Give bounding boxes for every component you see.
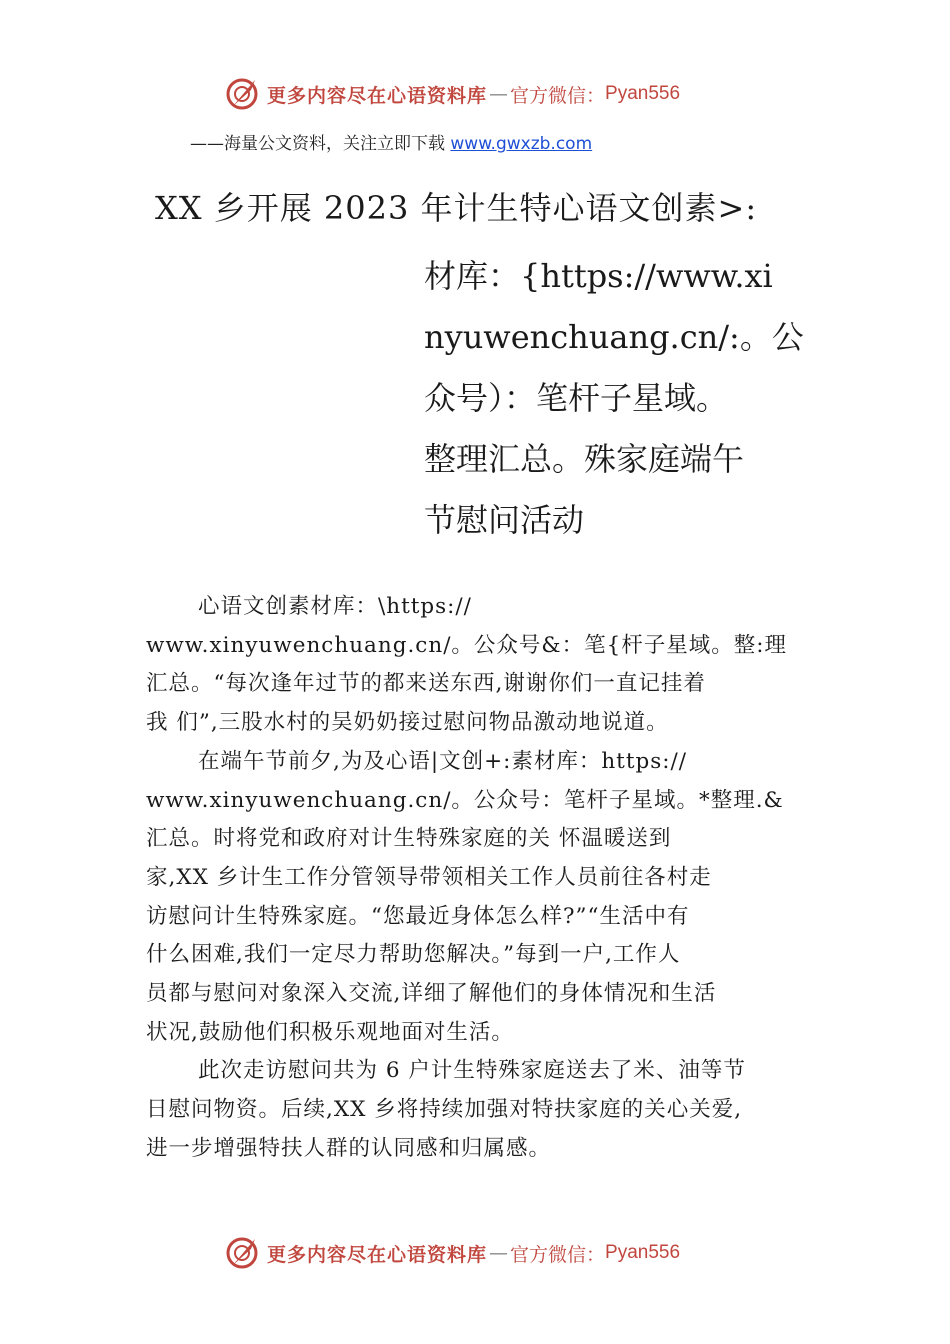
paragraph-line: 在端午节前夕,为及心语|文创+:素材库：https:// xyxy=(198,748,687,774)
title-line: 整理汇总。殊家庭端午 xyxy=(424,440,745,478)
banner-separator: — xyxy=(489,83,509,105)
paragraph-line: 家,XX 乡计生工作分管领导带领相关工作人员前往各村走 xyxy=(146,864,712,890)
banner-wechat-label: 官方微信： xyxy=(510,1243,606,1266)
quill-logo-icon xyxy=(225,76,261,112)
title-line: 材库：{https://www.xi xyxy=(424,257,773,295)
paragraph-line: 我 们”,三股水村的吴奶奶接过慰问物品激动地说道。 xyxy=(146,710,669,736)
header-subline xyxy=(190,129,592,154)
document-title: XX 乡开展 2023 年计生特心语文创素>: xyxy=(155,189,758,227)
subline-text: ——海量公文资料，关注立即下载 xyxy=(190,134,451,154)
banner-wechat-id: Pyan556 xyxy=(605,83,681,104)
title-line: 众号）：笔杆子星域。 xyxy=(424,379,729,417)
paragraph-line: www.xinyuwenchuang.cn/。公众号&：笔{杆子星域。整:理 xyxy=(146,632,787,658)
quill-logo-icon xyxy=(225,1235,261,1271)
banner-wechat-id: Pyan556 xyxy=(605,1242,681,1263)
paragraph-line: 汇总。“每次逢年过节的都来送东西,谢谢你们一直记挂着 xyxy=(146,671,706,697)
header-banner xyxy=(225,74,680,114)
download-link[interactable]: www.gwxzb.com xyxy=(450,134,593,154)
footer-banner xyxy=(225,1233,680,1273)
paragraph-line: 状况,鼓励他们积极乐观地面对生活。 xyxy=(146,1019,514,1045)
banner-wechat-label: 官方微信： xyxy=(510,84,606,107)
banner-separator: — xyxy=(489,1242,509,1264)
banner-main-text: 更多内容尽在心语资料库 xyxy=(267,1243,488,1266)
paragraph-line: 汇总。时将党和政府对计生特殊家庭的关 怀温暖送到 xyxy=(146,826,672,852)
title-line: nyuwenchuang.cn/:。公 xyxy=(424,318,804,356)
paragraph-line: 心语文创素材库：\https:// xyxy=(198,594,472,619)
paragraph-line: 员都与慰问对象深入交流,详细了解他们的身体情况和生活 xyxy=(146,981,717,1007)
paragraph-line: 进一步增强特扶人群的认同感和归属感。 xyxy=(146,1135,552,1161)
paragraph-line: 访慰问计生特殊家庭。“您最近身体怎么样?”“生活中有 xyxy=(146,903,690,929)
title-line: 节慰问活动 xyxy=(424,501,585,539)
paragraph-line: 此次走访慰问共为 6 户计生特殊家庭送去了米、油等节 xyxy=(198,1058,746,1084)
paragraph-line: 什么困难,我们一定尽力帮助您解决。”每到一户,工作人 xyxy=(146,942,681,968)
paragraph-line: 日慰问物资。后续,XX 乡将持续加强对特扶家庭的关心关爱, xyxy=(146,1097,743,1123)
paragraph-line: www.xinyuwenchuang.cn/。公众号：笔杆子星域。*整理.& xyxy=(146,787,784,813)
document-body xyxy=(146,588,808,1169)
banner-main-text: 更多内容尽在心语资料库 xyxy=(267,84,488,107)
document-title-continued xyxy=(424,246,804,551)
